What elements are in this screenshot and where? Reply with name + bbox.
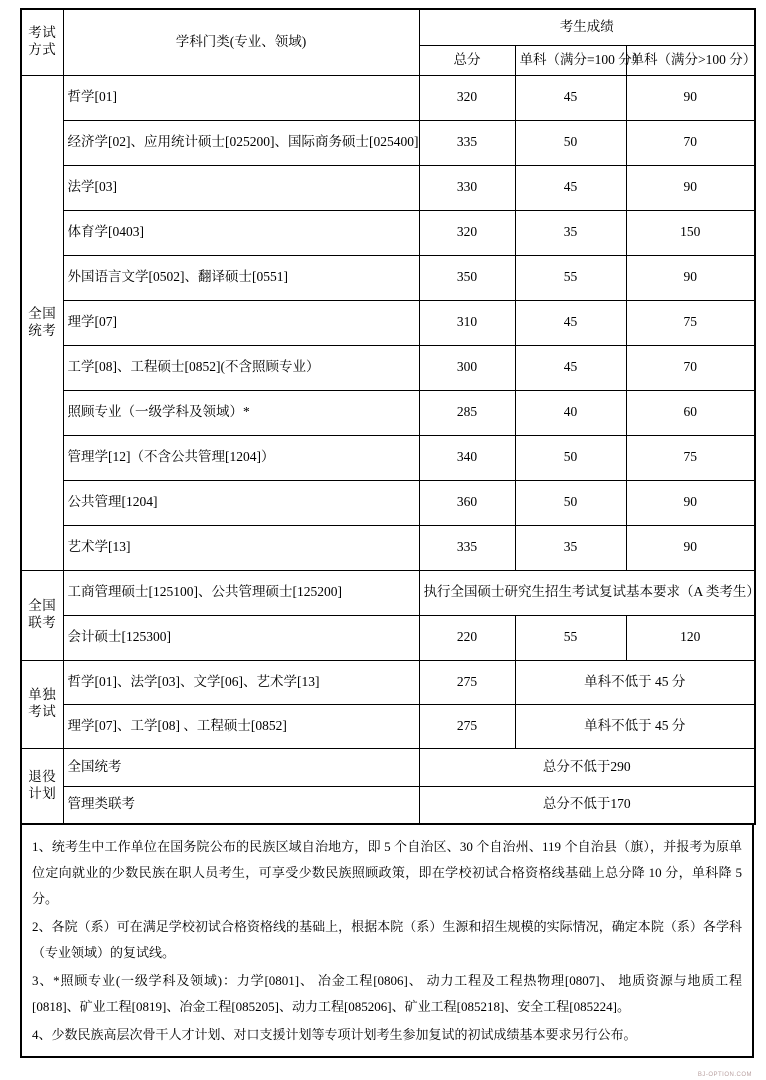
total-score-cell: 275 [419,660,515,704]
merged-requirement-cell: 总分不低于290 [419,748,755,786]
total-score-cell: 330 [419,165,515,210]
table-row [21,748,755,786]
note-item: 2、各院（系）可在满足学校初试合格资格线的基础上，根据本院（系）生源和招生规模的实际情况，确定本院（系）各学科（专业领域）的复试线。 [32,919,742,960]
exam-mode-cell: 退役 计划 [21,748,63,824]
table-row [21,345,755,390]
subject-cell: 工商管理硕士[125100]、公共管理硕士[125200] [63,570,419,615]
merged-single-subject-cell: 单科不低于 45 分 [515,660,755,704]
note-item: 4、少数民族高层次骨干人才计划、对口支援计划等专项计划考生参加复试的初试成绩基本要求另行公布。 [32,1027,637,1042]
single-gt100-cell: 90 [626,525,755,570]
table-row [21,300,755,345]
single-gt100-cell: 150 [626,210,755,255]
table-row [21,255,755,300]
single-gt100-cell: 120 [626,615,755,660]
table-row [21,165,755,210]
table-row [21,480,755,525]
admission-score-table [20,8,760,825]
single-gt100-cell: 60 [626,390,755,435]
table-row [21,660,755,704]
table-row [21,210,755,255]
total-score-cell: 335 [419,525,515,570]
merged-single-subject-cell: 单科不低于 45 分 [515,704,755,748]
single-eq100-cell: 45 [515,300,626,345]
single-eq100-cell: 50 [515,435,626,480]
total-score-cell: 335 [419,120,515,165]
single-eq100-cell: 35 [515,525,626,570]
subject-cell: 理学[07] [63,300,419,345]
subject-cell: 哲学[01] [63,75,419,120]
subject-cell: 公共管理[1204] [63,480,419,525]
subject-cell: 理学[07]、工学[08] 、工程硕士[0852] [63,704,419,748]
table-row [21,390,755,435]
total-score-cell: 340 [419,435,515,480]
table-row [21,786,755,824]
subject-cell: 管理类联考 [63,786,419,824]
single-eq100-cell: 45 [515,165,626,210]
table-header-row-top [21,9,755,45]
merged-requirement-cell: 总分不低于170 [419,786,755,824]
note-item: 3、*照顾专业(一级学科及领域)：力学[0801]、 冶金工程[0806]、 动力工程及工程热物理[0807]、 地质资源与地质工程[0818]、矿业工程[0819]、冶金工程[085205]、动力工程[085206]、矿业工程[085218]、安全工程[085224]。 [32,973,742,1014]
table-row [21,75,755,120]
single-gt100-cell: 70 [626,120,755,165]
subject-cell: 体育学[0403] [63,210,419,255]
table-row [21,704,755,748]
single-gt100-cell: 70 [626,345,755,390]
table-row [21,120,755,165]
single-eq100-cell: 50 [515,480,626,525]
table-row [21,435,755,480]
total-score-cell: 285 [419,390,515,435]
total-score-cell: 275 [419,704,515,748]
total-score-cell: 360 [419,480,515,525]
single-eq100-cell: 45 [515,345,626,390]
single-gt100-cell: 90 [626,480,755,525]
note-item: 1、统考生中工作单位在国务院公布的民族区域自治地方，即 5 个自治区、30 个自治州、119 个自治县（旗），并报考为原单位定向就业的少数民族在职人员考生，可享受少数民族照顾政策，即在学校初试合格资格线基础上总分降 10 分，单科降 5 分。 [32,839,742,906]
subject-cell: 外国语言文学[0502]、翻译硕士[0551] [63,255,419,300]
single-gt100-cell: 90 [626,165,755,210]
single-eq100-cell: 55 [515,255,626,300]
total-score-cell: 320 [419,210,515,255]
single-gt100-cell: 90 [626,255,755,300]
exam-mode-cell: 全国 统考 [21,75,63,570]
subject-cell: 照顾专业（一级学科及领域）* [63,390,419,435]
subject-cell: 工学[08]、工程硕士[0852](不含照顾专业） [63,345,419,390]
total-score-cell: 350 [419,255,515,300]
total-score-cell: 310 [419,300,515,345]
subject-cell: 法学[03] [63,165,419,210]
table-row [21,615,755,660]
single-eq100-cell: 55 [515,615,626,660]
subject-cell: 艺术学[13] [63,525,419,570]
total-score-cell: 320 [419,75,515,120]
single-eq100-cell: 35 [515,210,626,255]
total-score-cell: 300 [419,345,515,390]
table-row [21,570,755,615]
single-eq100-cell: 40 [515,390,626,435]
exam-mode-cell: 单独 考试 [21,660,63,748]
single-eq100-cell: 45 [515,75,626,120]
exam-mode-cell: 全国 联考 [21,570,63,660]
single-gt100-cell: 90 [626,75,755,120]
total-score-cell: 220 [419,615,515,660]
subject-cell: 全国统考 [63,748,419,786]
header-single-eq100: 单科（满分=100 分） [515,45,626,75]
single-gt100-cell: 75 [626,300,755,345]
single-eq100-cell: 50 [515,120,626,165]
notes-box [20,825,754,1058]
subject-cell: 会计硕士[125300] [63,615,419,660]
watermark: BJ-OPTION.COM [697,1072,752,1078]
header-exam-mode: 考试 方式 [21,9,63,75]
subject-cell: 哲学[01]、法学[03]、文学[06]、艺术学[13] [63,660,419,704]
subject-cell: 管理学[12]（不含公共管理[1204]） [63,435,419,480]
header-single-gt100: 单科（满分>100 分） [626,45,755,75]
table-row [21,525,755,570]
subject-cell: 经济学[02]、应用统计硕士[025200]、国际商务硕士[025400] [63,120,419,165]
merged-requirement-cell: 执行全国硕士研究生招生考试复试基本要求（A 类考生） [419,570,755,615]
header-subject-category: 学科门类(专业、领域) [63,9,419,75]
single-gt100-cell: 75 [626,435,755,480]
header-total-score: 总分 [419,45,515,75]
header-candidate-scores: 考生成绩 [419,9,755,45]
